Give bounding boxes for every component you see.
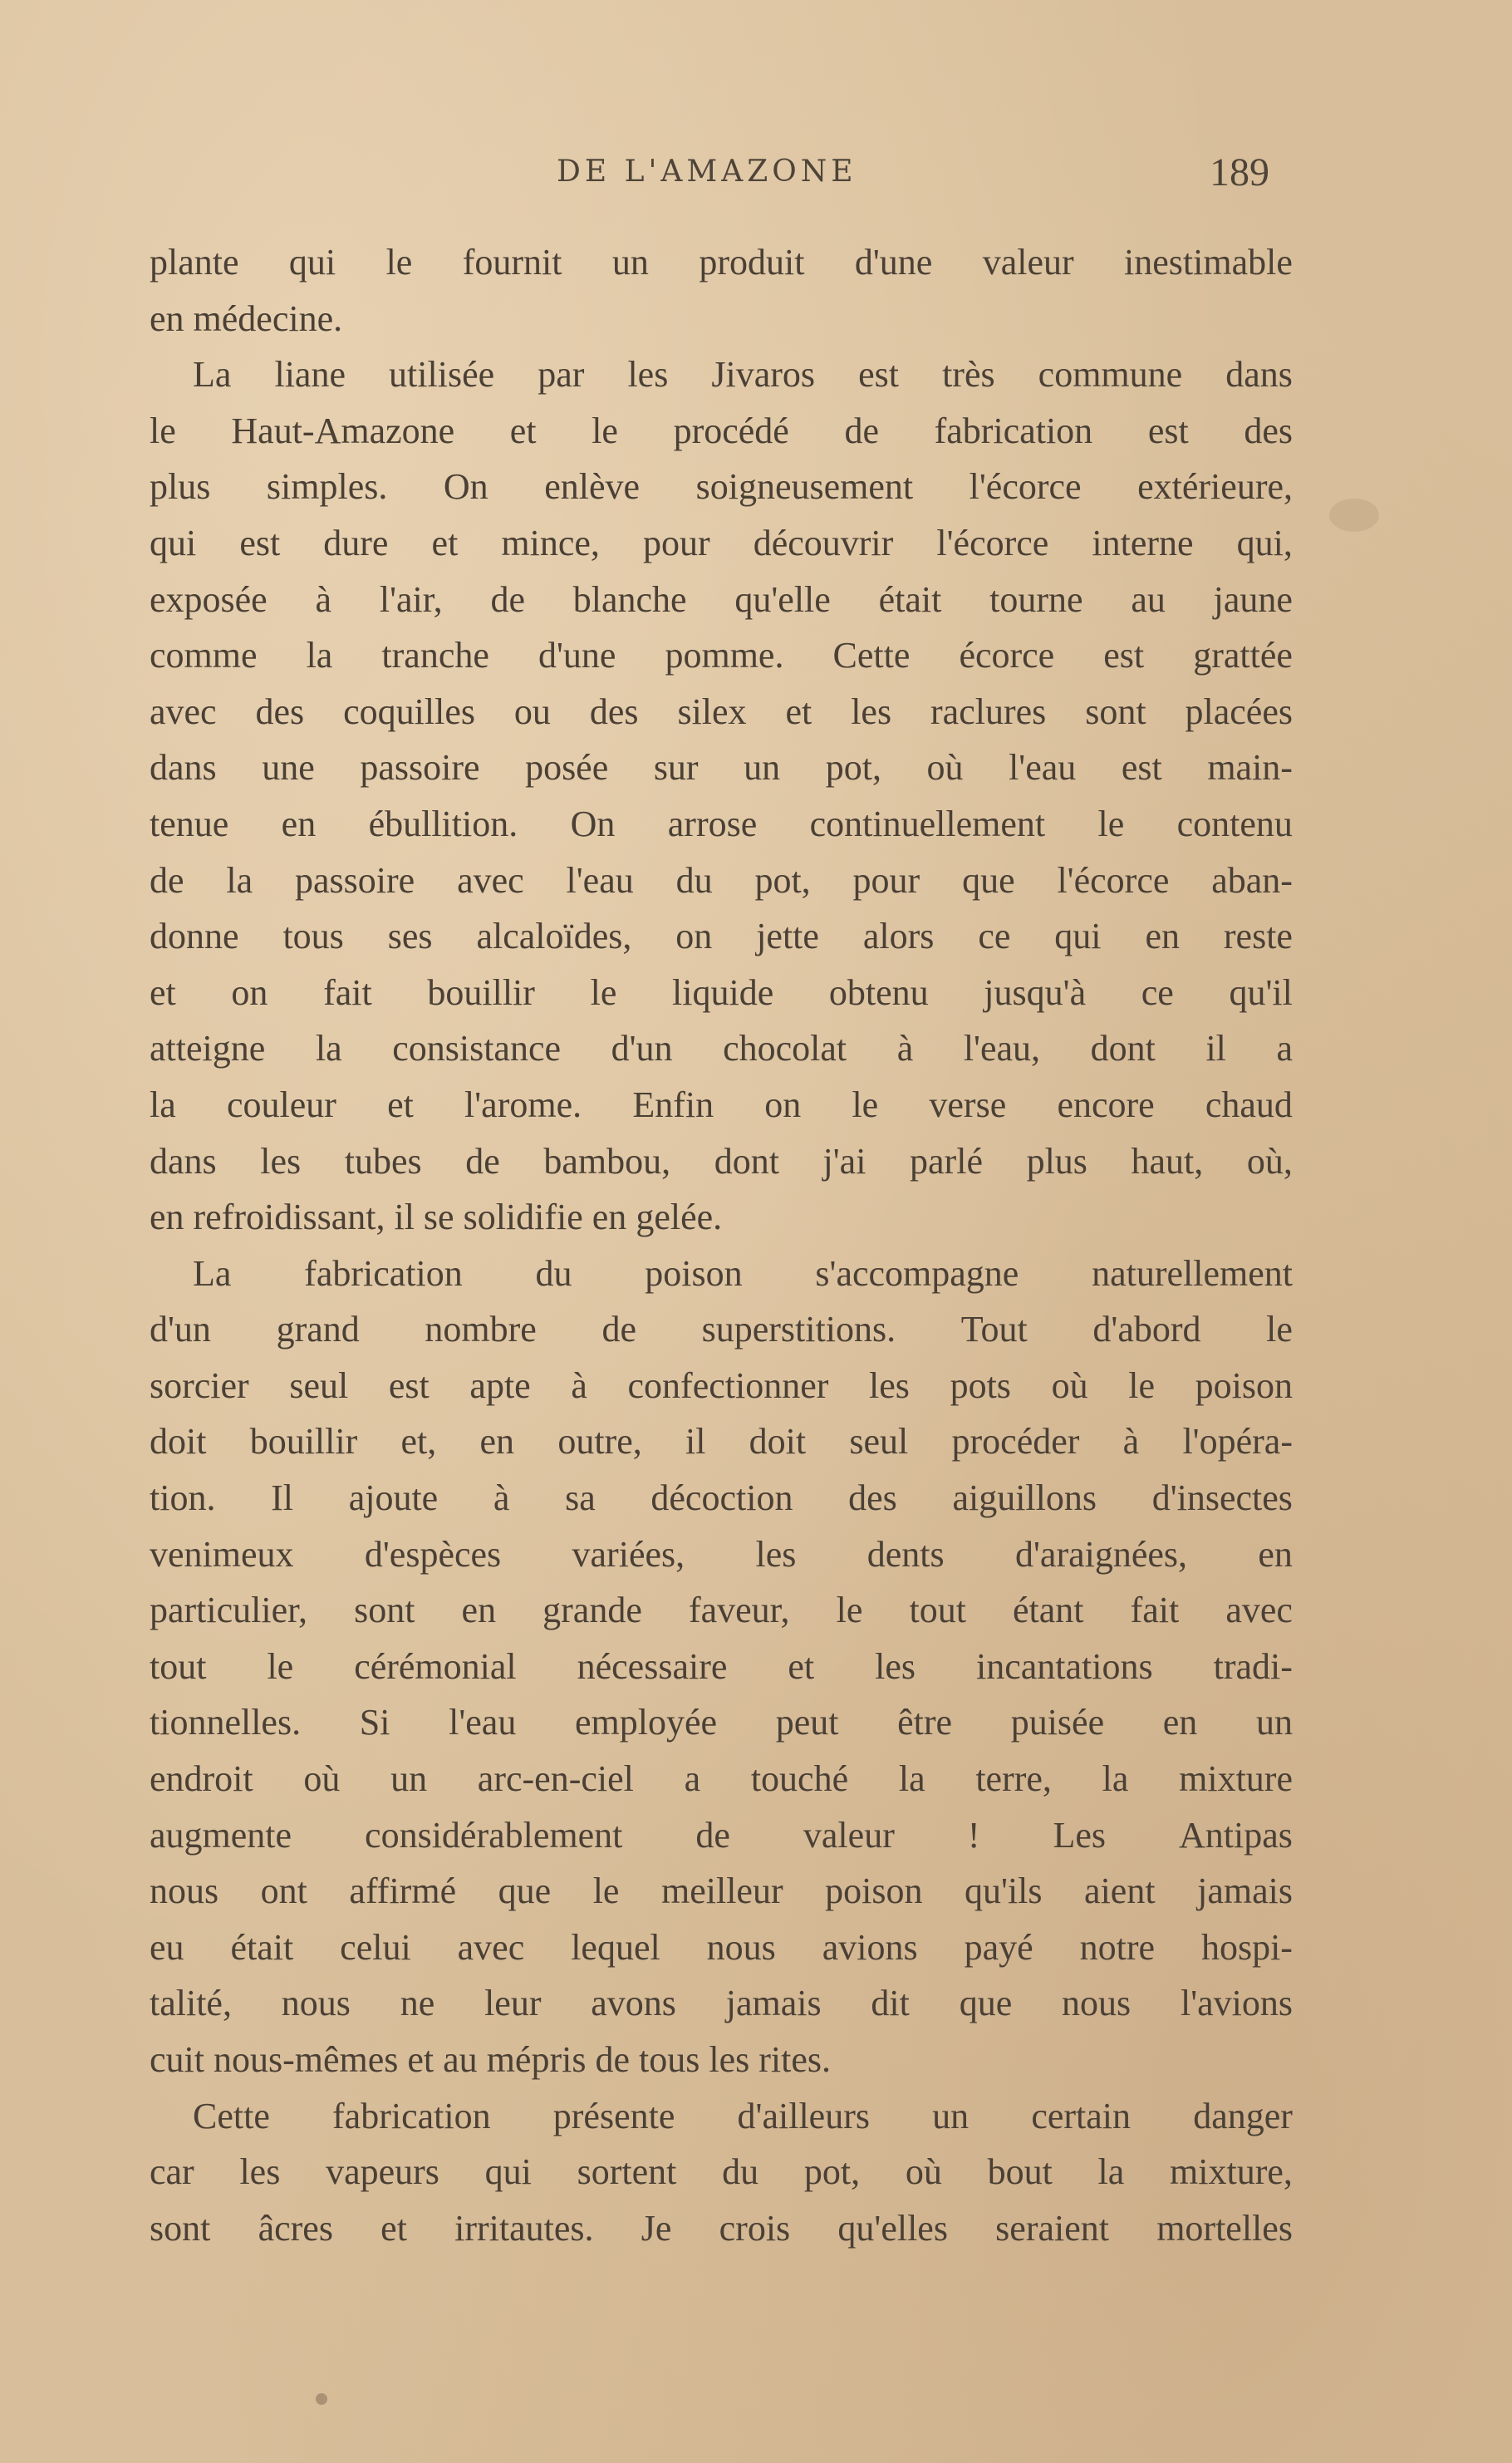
text-line: comme la tranche d'une pomme. Cette écorce est grattée (150, 635, 1293, 676)
text-line: tout le cérémonial nécessaire et les incantations tradi- (150, 1645, 1293, 1687)
text-line: tenue en ébullition. On arrose continuellement le contenu (150, 803, 1293, 844)
text-line: eu était celui avec lequel nous avions payé notre hospi- (150, 1926, 1293, 1968)
text-line: augmente considérablement de valeur ! Les Antipas (150, 1814, 1293, 1856)
text-line: en médecine. (150, 297, 343, 339)
page-number: 189 (1210, 150, 1269, 194)
text-line: le Haut-Amazone et le procédé de fabrication est des (150, 410, 1293, 451)
text-line: la couleur et l'arome. Enfin on le verse encore chaud (150, 1084, 1293, 1125)
text-line: et on fait bouillir le liquide obtenu jusqu'à ce qu'il (150, 971, 1293, 1013)
text-line: de la passoire avec l'eau du pot, pour que l'écorce aban- (150, 859, 1293, 901)
text-line: La fabrication du poison s'accompagne naturellement (193, 1252, 1293, 1294)
text-line: dans une passoire posée sur un pot, où l'eau est main- (150, 747, 1293, 789)
text-line: avec des coquilles ou des silex et les raclures sont placées (150, 691, 1293, 732)
text-line: en refroidissant, il se solidifie en gelée. (150, 1197, 723, 1238)
text-line: d'un grand nombre de superstitions. Tout d'abord le (150, 1309, 1293, 1350)
text-line: car les vapeurs qui sortent du pot, où bout la mixture, (150, 2151, 1293, 2193)
paper-stain (1329, 499, 1379, 532)
text-line: nous ont affirmé que le meilleur poison qu'ils aient jamais (150, 1871, 1293, 1912)
text-line: sont âcres et irritautes. Je crois qu'elles seraient mortelles (150, 2207, 1293, 2249)
paper-stain (316, 2393, 327, 2405)
text-line: La liane utilisée par les Jivaros est très commune dans (193, 354, 1293, 396)
text-line: exposée à l'air, de blanche qu'elle était tourne au jaune (150, 578, 1293, 620)
text-line: doit bouillir et, en outre, il doit seul procéder à l'opéra- (150, 1421, 1293, 1463)
text-line: particulier, sont en grande faveur, le tout étant fait avec (150, 1590, 1293, 1631)
text-line: dans les tubes de bambou, dont j'ai parlé plus haut, où, (150, 1140, 1293, 1182)
text-line: qui est dure et mince, pour découvrir l'écorce interne qui, (150, 522, 1293, 563)
running-title: DE L'AMAZONE (557, 155, 857, 189)
body-text (150, 234, 1293, 2256)
text-line: cuit nous-mêmes et au mépris de tous les rites. (150, 2039, 831, 2080)
text-line: tion. Il ajoute à sa décoction des aiguillons d'insectes (150, 1477, 1293, 1519)
text-line: donne tous ses alcaloïdes, on jette alors ce qui en reste (150, 916, 1293, 957)
text-line: tionnelles. Si l'eau employée peut être puisée en un (150, 1702, 1293, 1743)
running-head (0, 150, 1512, 204)
text-line: venimeux d'espèces variées, les dents d'araignées, en (150, 1533, 1293, 1575)
text-line: atteigne la consistance d'un chocolat à l'eau, dont il a (150, 1028, 1293, 1069)
text-line: talité, nous ne leur avons jamais dit que nous l'avions (150, 1983, 1293, 2024)
text-line: plus simples. On enlève soigneusement l'écorce extérieure, (150, 466, 1293, 508)
text-line: plante qui le fournit un produit d'une valeur inestimable (150, 242, 1293, 283)
text-line: sorcier seul est apte à confectionner les pots où le poison (150, 1364, 1293, 1406)
text-line: Cette fabrication présente d'ailleurs un certain danger (193, 2095, 1293, 2136)
text-line: endroit où un arc-en-ciel a touché la terre, la mixture (150, 1758, 1293, 1800)
